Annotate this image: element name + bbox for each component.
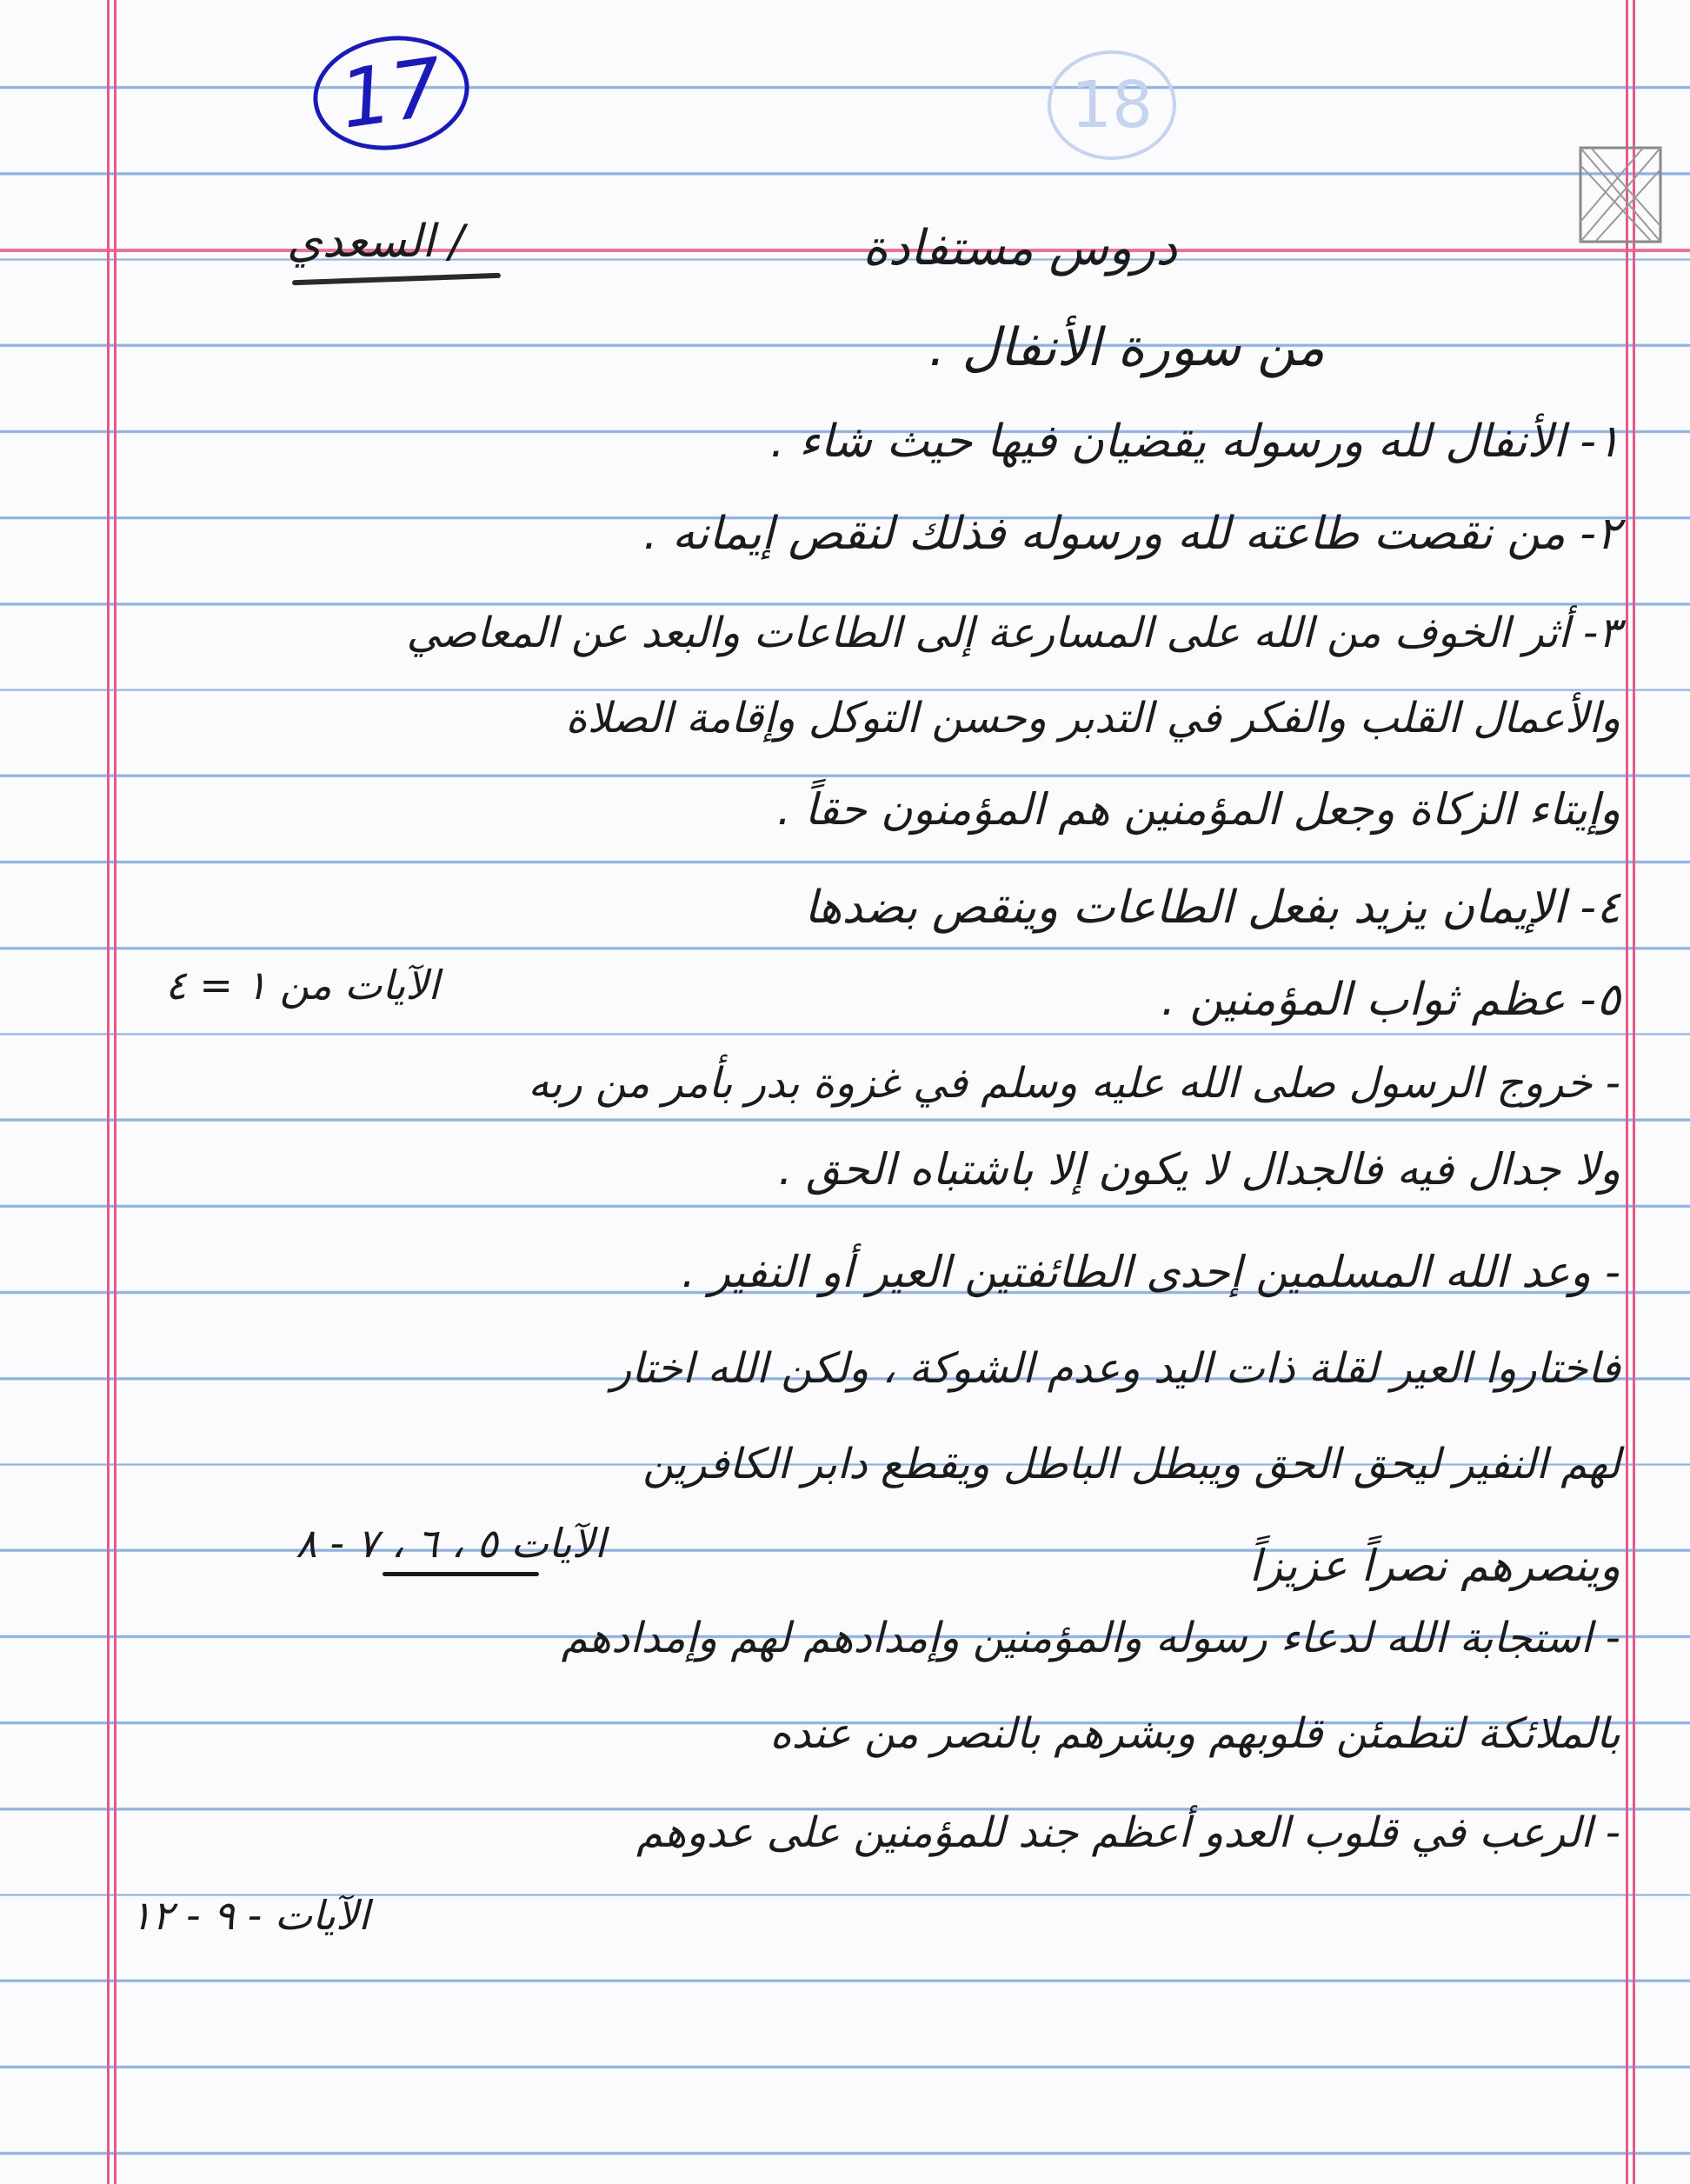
note-line-3: ٣- أثر الخوف من الله على المسارعة إلى الطاعات والبعد عن المعاصي: [406, 609, 1620, 657]
left-margin-line: [107, 0, 110, 2184]
note-line-2: ٢- من نقصت طاعته لله ورسوله فذلك لنقص إيمانه .: [642, 508, 1620, 560]
page-subheading: من سورة الأنفال .: [928, 317, 1325, 378]
note-line-16: - الرعب في قلوب العدو أعظم جند للمؤمنين على عدوهم: [636, 1808, 1620, 1857]
note-line-11: فاختاروا العير لقلة ذات اليد وعدم الشوكة ، ولكن الله اختار: [611, 1344, 1620, 1393]
note-line-7: ٥- عظم ثواب المؤمنين .: [1161, 974, 1620, 1026]
faint-page-number-circle: [1048, 50, 1176, 160]
verses-reference-underline: [383, 1572, 539, 1576]
note-line-8: - خروج الرسول صلى الله عليه وسلم في غزوة بدر بأمر من ربه: [528, 1059, 1620, 1108]
corner-scribble-icon: [1574, 139, 1669, 270]
faint-page-number: 18: [1070, 68, 1154, 143]
note-line-12: لهم النفير ليحق الحق ويبطل الباطل ويقطع دابر الكافرين: [642, 1440, 1620, 1488]
note-line-4: والأعمال القلب والفكر في التدبر وحسن التوكل وإقامة الصلاة: [565, 694, 1620, 742]
page-number-circle: [306, 26, 476, 160]
top-margin-rule: [0, 249, 1690, 252]
note-line-5: وإيتاء الزكاة وجعل المؤمنين هم المؤمنون حقاً .: [776, 784, 1620, 835]
left-margin-line-2: [114, 0, 116, 2184]
note-line-14: - استجابة الله لدعاء رسوله والمؤمنين وإمدادهم لهم وإمدادهم: [561, 1614, 1620, 1662]
author-name: / السعدي: [287, 216, 464, 268]
page-number: 17: [334, 39, 449, 147]
right-margin-line-2: [1633, 0, 1635, 2184]
note-line-1: ١- الأنفال لله ورسوله يقضيان فيها حيث شاء .: [769, 416, 1620, 468]
note-line-10: - وعد الله المسلمين إحدى الطائفتين العير أو النفير .: [681, 1247, 1620, 1297]
note-line-6: ٤- الإيمان يزيد بفعل الطاعات وينقص بضدها: [804, 882, 1620, 934]
note-line-13: وينصرهم نصراً عزيزاً: [1248, 1541, 1620, 1591]
page-heading: دروس مستفادة: [862, 220, 1177, 276]
note-line-9: ولا جدال فيه فالجدال لا يكون إلا باشتباه الحق .: [778, 1144, 1620, 1195]
verses-reference-5-8: الآيات ٥ ، ٦ ، ٧ - ٨: [296, 1520, 606, 1567]
right-margin-line: [1626, 0, 1628, 2184]
author-underline: [292, 273, 501, 285]
verses-reference-1-4: الآيات من ١ = ٤: [165, 962, 440, 1009]
note-line-15: بالملائكة لتطمئن قلوبهم وبشرهم بالنصر من عنده: [769, 1709, 1620, 1758]
verses-reference-9-12: الآيات - ٩ - ١٢: [130, 1892, 369, 1939]
